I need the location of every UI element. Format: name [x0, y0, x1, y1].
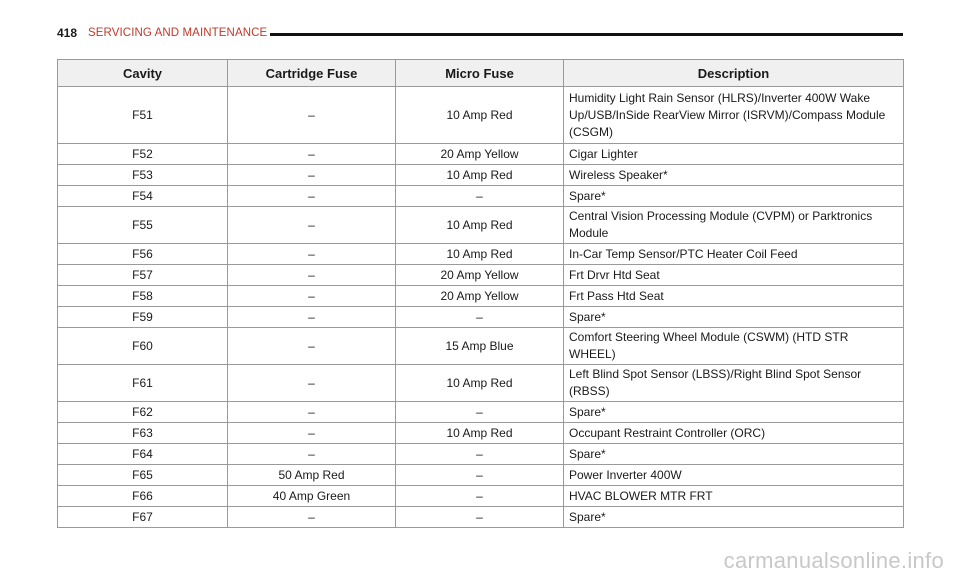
cell-description: HVAC BLOWER MTR FRT [564, 486, 904, 507]
cell-description: Left Blind Spot Sensor (LBSS)/Right Blind Spot Sensor (RBSS) [564, 365, 904, 402]
cell-micro-fuse: 10 Amp Red [396, 244, 564, 265]
cell-cartridge-fuse: – [228, 307, 396, 328]
table-row [58, 402, 904, 423]
table-row [58, 465, 904, 486]
table-row [58, 186, 904, 207]
table-row [58, 144, 904, 165]
header-cartridge-fuse: Cartridge Fuse [228, 60, 396, 87]
cell-cavity: F54 [58, 186, 228, 207]
table-row [58, 165, 904, 186]
cell-cartridge-fuse: – [228, 365, 396, 402]
cell-cartridge-fuse: – [228, 328, 396, 365]
cell-micro-fuse: – [396, 507, 564, 528]
watermark: carmanualsonline.info [723, 548, 944, 573]
section-title: SERVICING AND MAINTENANCE [88, 27, 268, 39]
cell-cartridge-fuse: – [228, 402, 396, 423]
cell-micro-fuse: – [396, 465, 564, 486]
cell-description: Spare* [564, 402, 904, 423]
cell-micro-fuse: – [396, 186, 564, 207]
cell-description: Cigar Lighter [564, 144, 904, 165]
table-row [58, 444, 904, 465]
table-header-row [58, 60, 904, 87]
cell-cartridge-fuse: – [228, 144, 396, 165]
cell-description: Spare* [564, 507, 904, 528]
cell-description: Spare* [564, 444, 904, 465]
cell-micro-fuse: 10 Amp Red [396, 207, 564, 244]
cell-micro-fuse: – [396, 402, 564, 423]
cell-cartridge-fuse: – [228, 165, 396, 186]
cell-description: Central Vision Processing Module (CVPM) or Parktronics Module [564, 207, 904, 244]
cell-cavity: F58 [58, 286, 228, 307]
cell-description: Frt Pass Htd Seat [564, 286, 904, 307]
table-row [58, 365, 904, 402]
cell-cavity: F59 [58, 307, 228, 328]
cell-cavity: F62 [58, 402, 228, 423]
cell-description: In-Car Temp Sensor/PTC Heater Coil Feed [564, 244, 904, 265]
fuse-table [57, 59, 904, 528]
cell-cavity: F55 [58, 207, 228, 244]
table-row [58, 87, 904, 144]
page-header [57, 26, 903, 42]
table-row [58, 507, 904, 528]
cell-cavity: F56 [58, 244, 228, 265]
cell-micro-fuse: 20 Amp Yellow [396, 286, 564, 307]
cell-cavity: F57 [58, 265, 228, 286]
cell-cartridge-fuse: – [228, 244, 396, 265]
cell-cartridge-fuse: – [228, 186, 396, 207]
cell-description: Spare* [564, 186, 904, 207]
table-row [58, 265, 904, 286]
cell-cavity: F66 [58, 486, 228, 507]
cell-cavity: F63 [58, 423, 228, 444]
cell-micro-fuse: – [396, 486, 564, 507]
cell-cartridge-fuse: – [228, 207, 396, 244]
cell-micro-fuse: 20 Amp Yellow [396, 265, 564, 286]
cell-cartridge-fuse: – [228, 286, 396, 307]
cell-cavity: F53 [58, 165, 228, 186]
cell-description: Occupant Restraint Controller (ORC) [564, 423, 904, 444]
header-cavity: Cavity [58, 60, 228, 87]
table-row [58, 328, 904, 365]
cell-description: Spare* [564, 307, 904, 328]
table-row [58, 423, 904, 444]
header-divider [270, 33, 903, 36]
cell-description: Comfort Steering Wheel Module (CSWM) (HTD STR WHEEL) [564, 328, 904, 365]
cell-micro-fuse: 10 Amp Red [396, 423, 564, 444]
table-row [58, 244, 904, 265]
cell-cartridge-fuse: – [228, 265, 396, 286]
cell-cartridge-fuse: – [228, 423, 396, 444]
cell-cartridge-fuse: – [228, 444, 396, 465]
cell-cartridge-fuse: – [228, 87, 396, 144]
cell-cavity: F51 [58, 87, 228, 144]
cell-micro-fuse: – [396, 444, 564, 465]
cell-description: Humidity Light Rain Sensor (HLRS)/Inverter 400W Wake Up/USB/InSide RearView Mirror (ISRVM)/Compass Module (CSGM) [564, 87, 904, 144]
table-row [58, 286, 904, 307]
cell-micro-fuse: 15 Amp Blue [396, 328, 564, 365]
cell-cavity: F64 [58, 444, 228, 465]
cell-description: Wireless Speaker* [564, 165, 904, 186]
cell-micro-fuse: 10 Amp Red [396, 365, 564, 402]
cell-micro-fuse: 10 Amp Red [396, 87, 564, 144]
table-row [58, 207, 904, 244]
table-row [58, 307, 904, 328]
cell-description: Frt Drvr Htd Seat [564, 265, 904, 286]
cell-cavity: F52 [58, 144, 228, 165]
cell-cartridge-fuse: 50 Amp Red [228, 465, 396, 486]
cell-cavity: F61 [58, 365, 228, 402]
cell-description: Power Inverter 400W [564, 465, 904, 486]
cell-cavity: F67 [58, 507, 228, 528]
cell-cartridge-fuse: 40 Amp Green [228, 486, 396, 507]
table-row [58, 486, 904, 507]
cell-cartridge-fuse: – [228, 507, 396, 528]
cell-cavity: F65 [58, 465, 228, 486]
cell-micro-fuse: 10 Amp Red [396, 165, 564, 186]
cell-micro-fuse: 20 Amp Yellow [396, 144, 564, 165]
header-micro-fuse: Micro Fuse [396, 60, 564, 87]
cell-cavity: F60 [58, 328, 228, 365]
page-number: 418 [57, 26, 78, 40]
header-description: Description [564, 60, 904, 87]
cell-micro-fuse: – [396, 307, 564, 328]
